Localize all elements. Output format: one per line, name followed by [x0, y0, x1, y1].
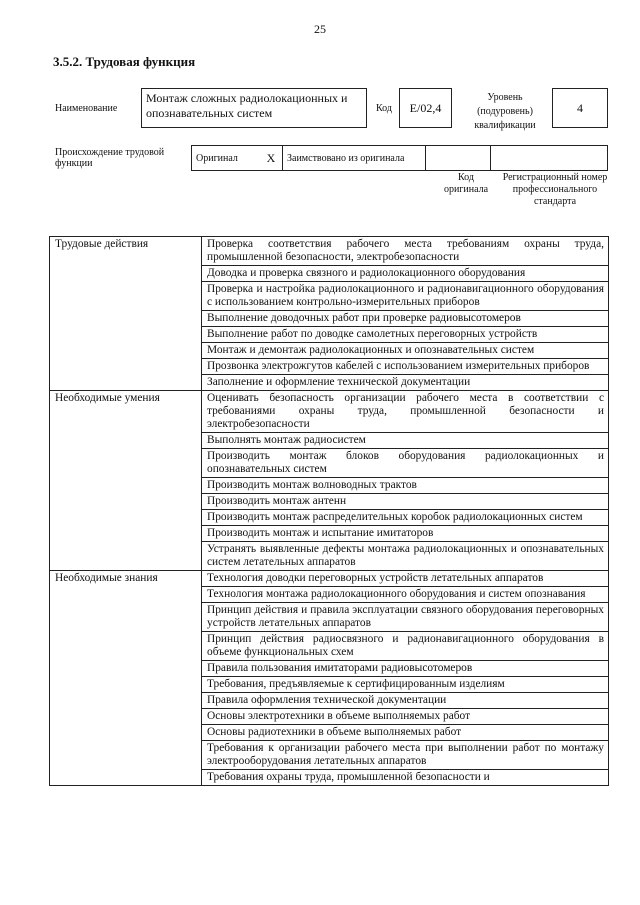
section-item: Правила оформления технической документации — [202, 693, 609, 709]
code-label: Код — [376, 103, 392, 114]
section-item: Заполнение и оформление технической документации — [202, 375, 609, 391]
origin-table — [191, 145, 608, 171]
original-mark: X — [260, 146, 283, 171]
origin-code-cell — [426, 146, 491, 171]
section-item: Требования, предъявляемые к сертифицированным изделиям — [202, 677, 609, 693]
name-label: Наименование — [55, 103, 118, 114]
function-table-body — [50, 237, 609, 786]
section-heading: Необходимые умения — [50, 391, 202, 571]
section-item: Устранять выявленные дефекты монтажа радиолокационных и опознавательных систем летательных аппаратов — [202, 542, 609, 571]
section-item: Доводка и проверка связного и радиолокационного оборудования — [202, 266, 609, 282]
original-label: Оригинал — [192, 146, 261, 171]
section-item: Монтаж и демонтаж радиолокационных и опознавательных систем — [202, 343, 609, 359]
section-item: Основы электротехники в объеме выполняемых работ — [202, 709, 609, 725]
section-item: Проверка соответствия рабочего места требованиям охраны труда, промышленной безопасности, электробезопасности — [202, 237, 609, 266]
origin-label: Происхождение трудовой функции — [55, 147, 165, 169]
section-title: 3.5.2. Трудовая функция — [53, 54, 196, 69]
section-item: Производить монтаж распределительных коробок радиолокационных систем — [202, 510, 609, 526]
function-table — [49, 236, 609, 786]
name-value: Монтаж сложных радиолокационных и опознавательных систем — [141, 88, 367, 128]
section-item: Принцип действия и правила эксплуатации связного оборудования переговорных устройств летательных аппаратов — [202, 603, 609, 632]
borrowed-label: Заимствовано из оригинала — [283, 146, 426, 171]
section-item: Прозвонка электрожгутов кабелей с использованием измерительных приборов — [202, 359, 609, 375]
table-row — [50, 571, 609, 587]
table-row — [50, 391, 609, 433]
reg-caption: Регистрационный номер профессионального стандарта — [502, 172, 608, 207]
section-item: Технология доводки переговорных устройств летательных аппаратов — [202, 571, 609, 587]
reg-number-cell — [491, 146, 608, 171]
code-value: E/02,4 — [399, 88, 452, 128]
section-item: Выполнять монтаж радиосистем — [202, 433, 609, 449]
section-item: Правила пользования имитаторами радиовысотомеров — [202, 661, 609, 677]
section-item: Выполнение доводочных работ при проверке радиовысотомеров — [202, 311, 609, 327]
table-row — [50, 237, 609, 266]
page-number: 25 — [314, 22, 326, 36]
section-item: Технология монтажа радиолокационного оборудования и систем опознавания — [202, 587, 609, 603]
section-item: Требования к организации рабочего места при выполнении работ по монтажу электрооборудования летательных аппаратов — [202, 741, 609, 770]
section-item: Оценивать безопасность организации рабочего места в соответствии с требованиями охраны труда, промышленной безопасности и электробезопасности — [202, 391, 609, 433]
section-item: Принцип действия радиосвязного и радионавигационного оборудования в объеме функциональных схем — [202, 632, 609, 661]
section-item: Производить монтаж и испытание имитаторов — [202, 526, 609, 542]
code-caption: Код оригинала — [443, 172, 489, 195]
section-item: Производить монтаж волноводных трактов — [202, 478, 609, 494]
section-item: Производить монтаж антенн — [202, 494, 609, 510]
section-item: Выполнение работ по доводке самолетных переговорных устройств — [202, 327, 609, 343]
section-item: Требования охраны труда, промышленной безопасности и — [202, 770, 609, 786]
section-item: Проверка и настройка радиолокационного и радионавигационного оборудования с использованием контрольно-измерительных приборов — [202, 282, 609, 311]
section-item: Производить монтаж блоков оборудования радиолокационных и опознавательных систем — [202, 449, 609, 478]
section-heading: Трудовые действия — [50, 237, 202, 391]
section-heading: Необходимые знания — [50, 571, 202, 786]
level-value: 4 — [552, 88, 608, 128]
level-label: Уровень (подуровень) квалификации — [474, 92, 536, 131]
section-item: Основы радиотехники в объеме выполняемых работ — [202, 725, 609, 741]
